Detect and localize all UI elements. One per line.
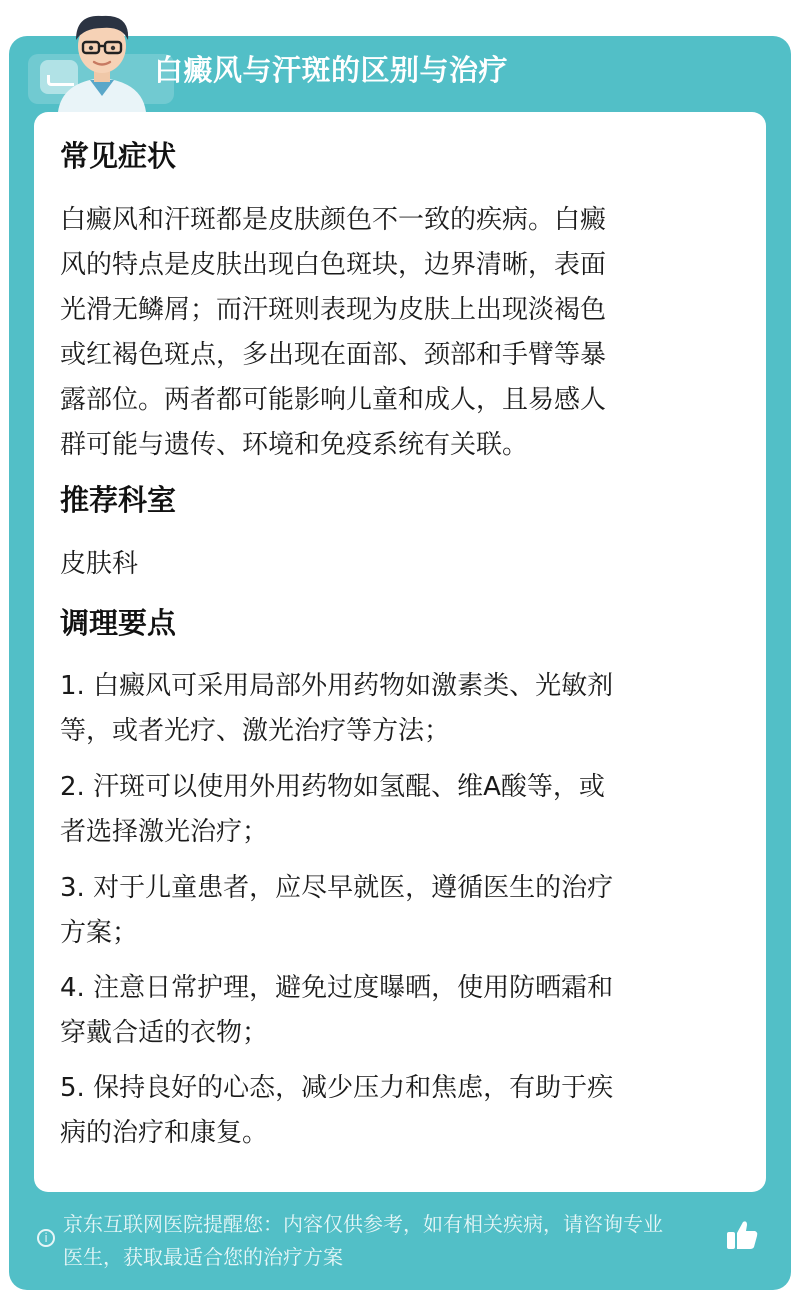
- symptoms-line: 光滑无鳞屑；而汗斑则表现为皮肤上出现淡褐色: [60, 295, 607, 325]
- symptoms-line: 风的特点是皮肤出现白色斑块，边界清晰，表面: [60, 250, 607, 280]
- doctor-avatar-icon: [48, 4, 156, 112]
- item-number: 2.: [60, 772, 85, 802]
- item-text: 者选择激光治疗；: [60, 817, 269, 847]
- disclaimer-line: 京东互联网医院提醒您：内容仅供参考，如有相关疾病，请咨询专业: [63, 1212, 663, 1236]
- department-heading: 推荐科室: [60, 483, 177, 517]
- item-text: 病的治疗和康复。: [60, 1118, 269, 1148]
- item-number: 5.: [60, 1073, 85, 1103]
- item-number: 1.: [60, 671, 85, 701]
- item-text: 汗斑可以使用外用药物如氢醌、维A酸等，或: [93, 772, 605, 802]
- department-value: 皮肤科: [60, 549, 139, 579]
- item-text: 对于儿童患者，应尽早就医，遵循医生的治疗: [93, 873, 614, 903]
- disclaimer: [63, 1208, 728, 1274]
- item-text: 等，或者光疗、激光治疗等方法；: [60, 716, 451, 746]
- symptoms-line: 白癜风和汗斑都是皮肤颜色不一致的疾病。白癜: [60, 205, 607, 235]
- disclaimer-line: 医生，获取最适合您的治疗方案: [63, 1245, 343, 1269]
- department-body: [60, 542, 730, 587]
- symptoms-heading: 常见症状: [60, 139, 177, 173]
- item-number: 3.: [60, 873, 85, 903]
- item-text: 方案；: [60, 918, 139, 948]
- item-text: 注意日常护理，避免过度曝晒，使用防晒霜和: [93, 973, 614, 1003]
- list-item: [60, 664, 730, 754]
- care-heading: 调理要点: [60, 606, 177, 640]
- list-item: [60, 1066, 730, 1156]
- item-text: 保持良好的心态，减少压力和焦虑，有助于疾: [93, 1073, 614, 1103]
- symptoms-section: [60, 136, 730, 176]
- item-number: 4.: [60, 973, 85, 1003]
- department-section: [60, 480, 730, 520]
- item-text: 穿戴合适的衣物；: [60, 1018, 269, 1048]
- list-item: [60, 765, 730, 855]
- item-text: 白癜风可采用局部外用药物如激素类、光敏剂: [93, 671, 614, 701]
- symptoms-line: 露部位。两者都可能影响儿童和成人，且易感人: [60, 385, 607, 415]
- symptoms-text: [60, 198, 730, 468]
- symptoms-line: 或红褐色斑点，多出现在面部、颈部和手臂等暴: [60, 340, 607, 370]
- care-section: [60, 603, 730, 643]
- list-item: [60, 866, 730, 956]
- symptoms-line: 群可能与遗传、环境和免疫系统有关联。: [60, 430, 529, 460]
- thumbs-up-icon[interactable]: [724, 1218, 760, 1252]
- info-icon: i: [37, 1229, 55, 1247]
- page-title: 白癜风与汗斑的区别与治疗: [154, 53, 509, 87]
- list-item: [60, 966, 730, 1056]
